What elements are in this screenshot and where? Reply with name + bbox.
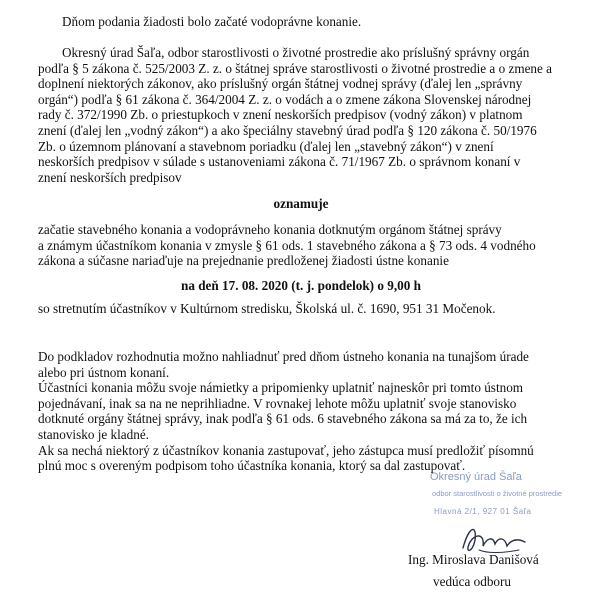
commencement-paragraph	[38, 222, 570, 269]
stamp-line: odbor starostlivosti o životné prostredie	[432, 489, 563, 498]
paragraph-line: plnú moc s overeným podpisom toho účastníka konania, ktorý sa dal zastupovať.	[38, 458, 466, 474]
paragraph-line: Ak sa nechá niektorý z účastníkov konania zastupovať, jeho zástupca musí predložiť písomnú	[38, 442, 534, 458]
paragraph-line: Zb. o územnom plánovaní a stavebnom poriadku (ďalej len „stavebný zákon“) v znení	[38, 138, 494, 154]
paragraph-line: orgán“) podľa § 61 zákona č. 364/2004 Z. z. o vodách a o zmene zákona Slovenskej národnej	[38, 91, 532, 107]
hearing-location: so stretnutím účastníkov v Kultúrnom stredisku, Školská ul. č. 1690, 951 31 Močenok.	[38, 301, 496, 316]
paragraph-line: alebo pri ústnom konaní.	[38, 364, 170, 380]
authority-paragraph	[38, 45, 576, 185]
paragraph-line: Do podkladov rozhodnutia možno nahliadnuť pred dňom ústneho konania na tunajšom úrade	[38, 349, 529, 364]
paragraph-line: podľa § 5 zákona č. 525/2003 Z. z. o štátnej správe starostlivosti o životné prostredie a o zmene a	[38, 60, 553, 76]
paragraph-line: znení neskorších predpisov	[38, 169, 182, 185]
intro-sentence: Dňom podania žiadosti bolo začaté vodoprávne konanie.	[62, 14, 362, 29]
paragraph-line: znení (ďalej len „vodný zákon“) a ako špeciálny stavebný úrad podľa § 120 zákona č. 50/1976	[38, 122, 537, 138]
paragraph-line: začatie stavebného konania a vodoprávneho konania dotknutým orgánom štátnej správy	[38, 222, 502, 237]
paragraph-line: Účastníci konania môžu svoje námietky a pripomienky uplatniť najneskôr pri tomto ústnom	[38, 380, 524, 396]
paragraph-line: rady č. 372/1990 Zb. o priestupkoch v znení neskorších predpisov (vodný zákon) v platnom	[38, 107, 523, 123]
paragraph-line: zákona a súčasne nariaďuje na prejednanie predloženej žiadosti ústne konanie	[38, 253, 449, 269]
announcement-heading: oznamuje	[273, 196, 329, 211]
paragraph-line: neskorších predpisov v súlade s ustanoveniami zákona č. 71/1967 Zb. o správnom konaní v	[38, 154, 521, 170]
stamp-line: Hlavná 2/1, 927 01 Šaľa	[434, 507, 532, 516]
signer-role: vedúca odboru	[433, 574, 511, 589]
paragraph-line: Okresný úrad Šaľa, odbor starostlivosti o životné prostredie ako príslušný správny orgán	[62, 45, 530, 60]
stamp-line: Okresný úrad Šaľa	[430, 471, 522, 483]
paragraph-line: a známym účastníkom konania v zmysle § 61 ods. 1 stavebného zákona a § 73 ods. 4 vodného	[38, 237, 536, 253]
paragraph-line: doplnení niektorých zákonov, ako príslušný orgán štátnej vodnej správy (ďalej len „správny	[38, 76, 523, 92]
hearing-date: na deň 17. 08. 2020 (t. j. pondelok) o 9,00 h	[181, 278, 421, 293]
paragraph-line: pojednávaní, inak sa na ne neprihliadne. V rovnakej lehote môžu uplatniť svoje stanovisko	[38, 395, 517, 411]
signer-name: Ing. Miroslava Danišová	[408, 552, 539, 567]
paragraph-line: dotknuté orgány štátnej správy, inak podľa § 61 ods. 6 stavebného zákona sa má za to, že ich	[38, 411, 528, 427]
instructions-paragraph	[38, 349, 576, 474]
paragraph-line: stanovisko je kladné.	[38, 426, 149, 442]
